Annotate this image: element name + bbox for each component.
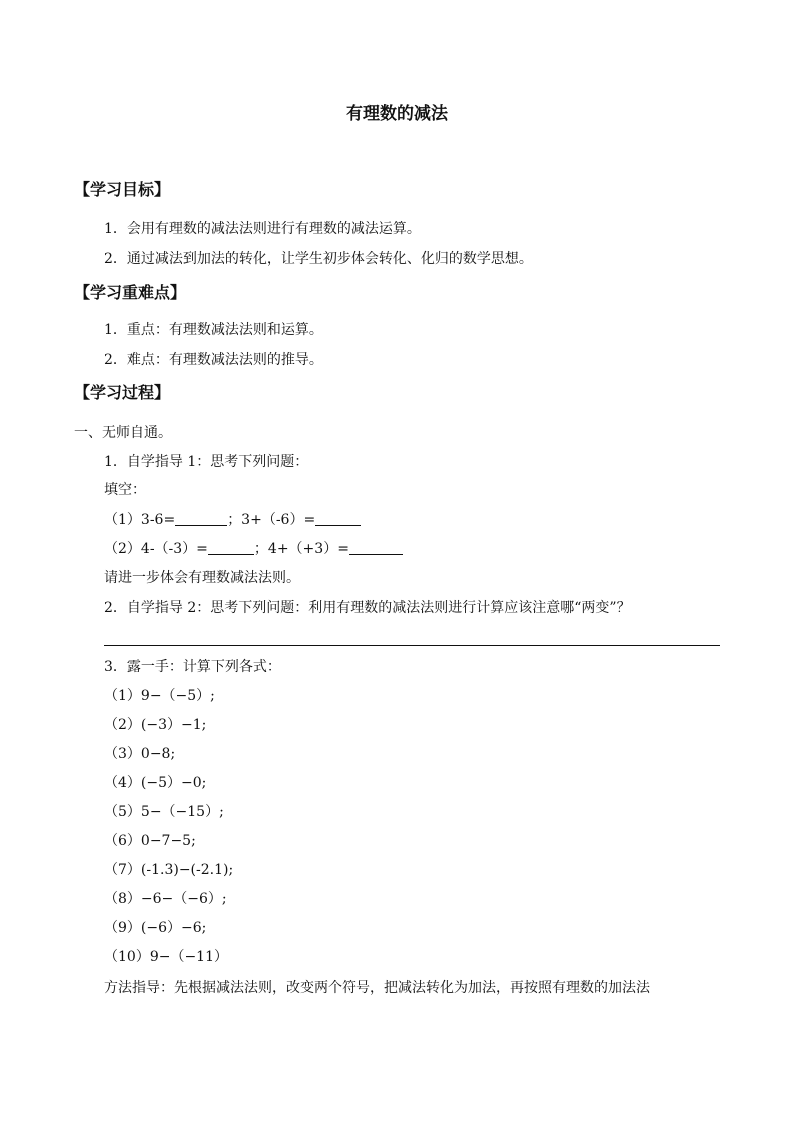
exercise-item: （1）9−（−5）; xyxy=(104,688,215,704)
answer-blank[interactable] xyxy=(315,511,361,526)
section-heading-goals: 【学习目标】 xyxy=(74,180,171,199)
exercise-item: （7）(-1.3)−(-2.1); xyxy=(104,862,234,878)
exercise-item: （3）0−8; xyxy=(104,746,176,762)
guide-1: 1．自学指导 1：思考下列问题： xyxy=(104,454,309,470)
experience-note: 请进一步体会有理数减法法则。 xyxy=(104,570,300,586)
exercise-item: （5）5−（−15）; xyxy=(104,804,224,820)
key-point-item-1: 1．重点：有理数减法法则和运算。 xyxy=(104,322,323,338)
fill-question-2 xyxy=(104,539,403,559)
fill-2-part-a: （2）4-（-3）= xyxy=(104,541,208,557)
part-one-heading: 一、无师自通。 xyxy=(74,425,172,441)
goal-item-2: 2．通过减法到加法的转化，让学生初步体会转化、化归的数学思想。 xyxy=(104,251,533,267)
guide-2: 2．自学指导 2：思考下列问题：利用有理数的减法法则进行计算应该注意哪“两变”？ xyxy=(104,600,631,616)
goal-item-1: 1．会用有理数的减法法则进行有理数的减法运算。 xyxy=(104,221,421,237)
fill-1-part-b: ；3+（-6）= xyxy=(227,512,316,528)
method-guidance: 方法指导：先根据减法法则，改变两个符号，把减法转化为加法，再按照有理数的加法法 xyxy=(104,980,650,996)
page-title: 有理数的减法 xyxy=(346,104,448,124)
fill-1-part-a: （1）3-6= xyxy=(104,512,176,528)
answer-line[interactable] xyxy=(104,645,720,646)
answer-blank[interactable] xyxy=(175,511,227,526)
exercise-item: （4）(−5）−0; xyxy=(104,775,207,791)
exercise-item: （8）−6−（−6）; xyxy=(104,891,227,907)
exercise-item: （10）9−（−11） xyxy=(104,949,228,965)
answer-blank[interactable] xyxy=(349,540,403,555)
guide-3: 3．露一手：计算下列各式： xyxy=(104,659,281,675)
key-point-item-2: 2．难点：有理数减法法则的推导。 xyxy=(104,352,323,368)
answer-blank[interactable] xyxy=(208,540,254,555)
section-heading-process: 【学习过程】 xyxy=(74,383,171,402)
fill-question-1 xyxy=(104,510,361,530)
fill-label: 填空： xyxy=(104,482,146,498)
fill-2-part-b: ；4+（+3）= xyxy=(253,541,349,557)
exercise-item: （9）(−6）−6; xyxy=(104,920,207,936)
exercise-item: （6）0−7−5; xyxy=(104,833,196,849)
section-heading-key-points: 【学习重难点】 xyxy=(74,283,187,302)
exercise-item: （2）(−3）−1; xyxy=(104,717,207,733)
